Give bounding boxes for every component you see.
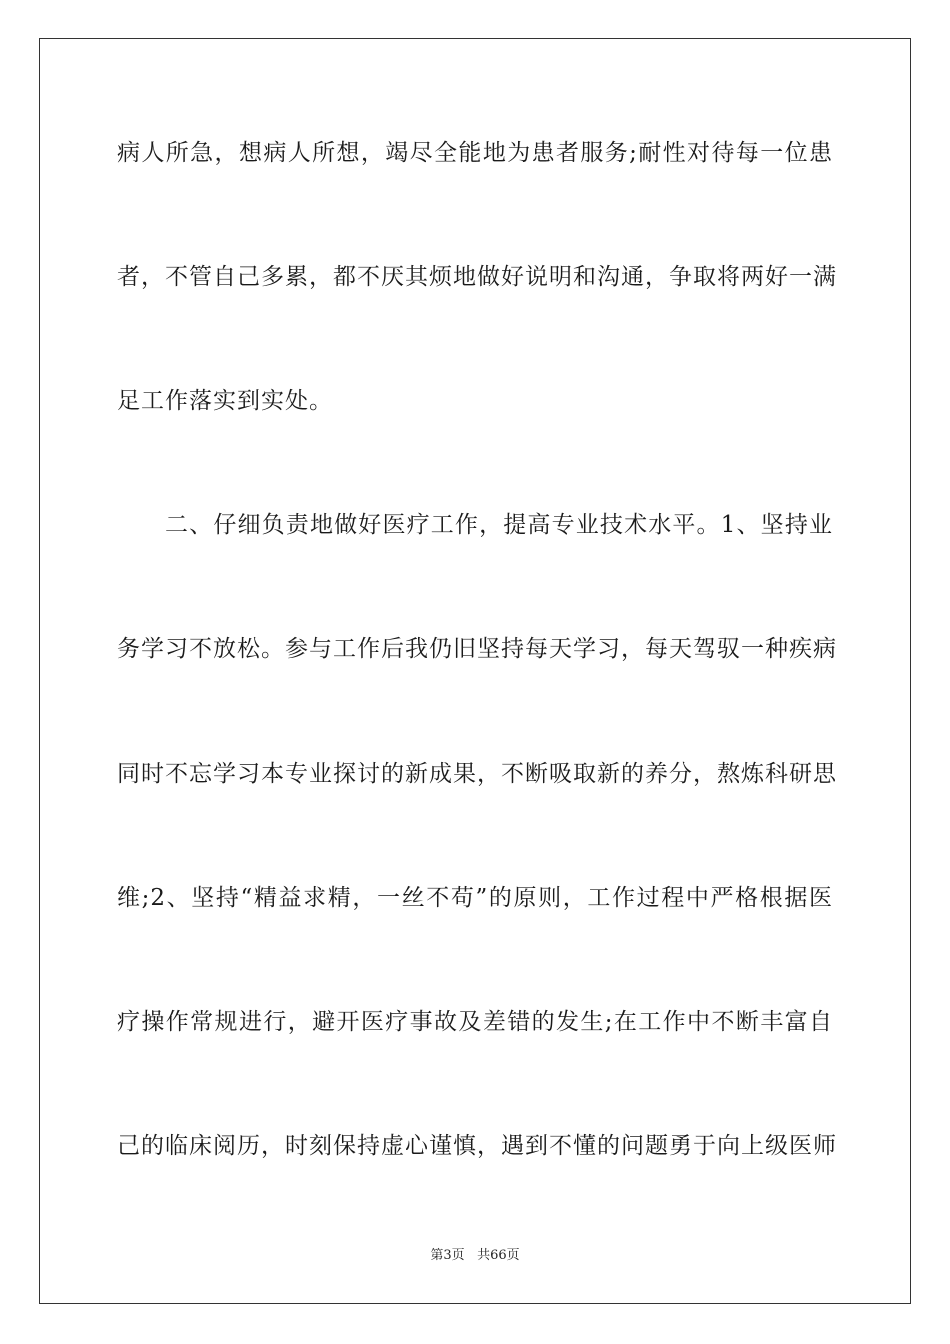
page-number: 第3页 (430, 1248, 465, 1263)
body-text-line: 者，不管自己多累，都不厌其烦地做好说明和沟通，争取将两好一满 (117, 264, 837, 290)
page-total: 共66页 (477, 1248, 520, 1263)
page-footer (0, 1247, 950, 1265)
body-text-line: 疗操作常规进行，避开医疗事故及差错的发生;在工作中不断丰富自 (117, 1009, 833, 1035)
body-text-line: 己的临床阅历，时刻保持虚心谨慎，遇到不懂的问题勇于向上级医师 (117, 1133, 837, 1159)
body-text-line: 病人所急，想病人所想，竭尽全能地为患者服务;耐性对待每一位患 (117, 140, 833, 166)
body-text-line: 务学习不放松。参与工作后我仍旧坚持每天学习，每天驾驭一种疾病 (117, 636, 837, 662)
body-text-line: 二、仔细负责地做好医疗工作，提高专业技术水平。1、坚持业 (165, 512, 833, 538)
page-border (39, 38, 911, 1304)
body-text-line: 同时不忘学习本专业探讨的新成果，不断吸取新的养分，熬炼科研思 (117, 761, 837, 787)
body-text-line: 维;2、坚持“精益求精，一丝不苟”的原则，工作过程中严格根据医 (117, 885, 833, 911)
body-text-line: 足工作落实到实处。 (117, 388, 333, 414)
